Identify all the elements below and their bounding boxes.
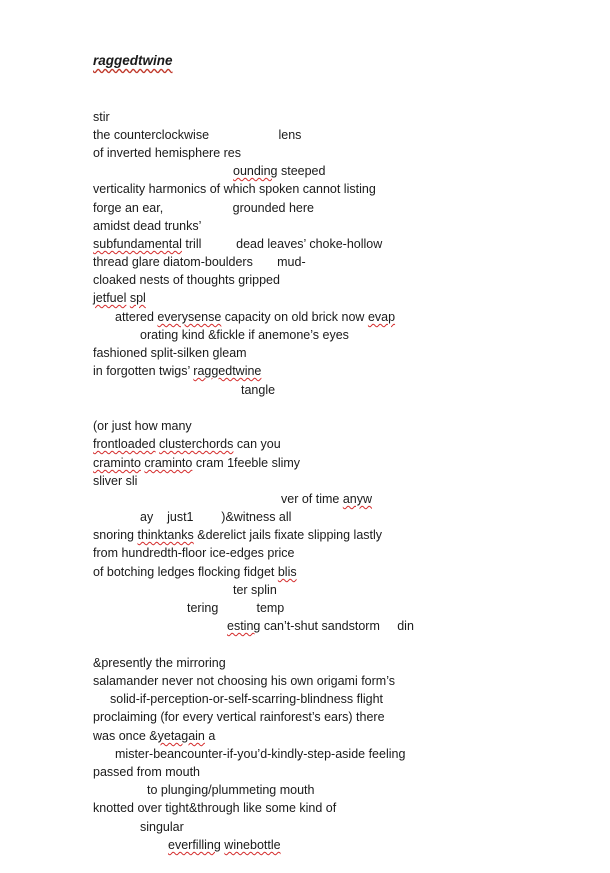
spellcheck-flagged-word: evap	[367, 310, 396, 324]
poem-line	[93, 673, 395, 689]
spellcheck-flagged-word: frontloaded	[93, 437, 156, 451]
poem-line	[93, 345, 247, 361]
line-text: mister-beancounter-if-you’d-kindly-step-aside feeling	[115, 747, 406, 761]
spellcheck-flagged-word: craminto	[93, 456, 141, 470]
line-text: can’t-shut sandstorm din	[260, 619, 414, 633]
line-text: singular	[140, 820, 184, 834]
spellcheck-flagged-word: ounding	[233, 164, 278, 178]
line-text: steeped	[277, 164, 326, 178]
line-text: orating kind &fickle if anemone’s eyes	[140, 328, 349, 342]
line-text: trill dead leaves’ choke-hollow	[181, 237, 383, 251]
line-text: to plunging/plummeting mouth	[147, 783, 315, 797]
poem-line	[93, 218, 201, 234]
line-text: ver of time	[281, 492, 343, 506]
poem-line	[93, 655, 226, 671]
line-text: of inverted hemisphere res	[93, 146, 241, 160]
line-text: tering temp	[187, 601, 285, 615]
poem-line	[93, 800, 336, 816]
line-text: proclaiming (for every vertical rainforest’s ears) there	[93, 710, 385, 724]
poem-line	[93, 127, 301, 143]
line-text: stir	[93, 110, 110, 124]
spellcheck-flagged-word: blis	[277, 565, 297, 579]
line-text: from hundredth-floor ice-edges price	[93, 546, 295, 560]
poem-line	[168, 837, 281, 853]
line-text: thread glare diatom-boulders mud-	[93, 255, 306, 269]
spellcheck-flagged-word: yetagain	[157, 729, 205, 743]
spellcheck-flagged-word: jetfuel	[93, 291, 127, 305]
line-text: &derelict jails fixate slipping lastly	[193, 528, 383, 542]
line-text: passed from mouth	[93, 765, 200, 779]
spellcheck-flagged-word: thinktanks	[137, 528, 194, 542]
poem-line	[93, 545, 295, 561]
line-text: knotted over tight&through like some kind of	[93, 801, 337, 815]
spellcheck-flagged-word: clusterchords	[159, 437, 234, 451]
line-text: ay just1 )&witness all	[140, 510, 292, 524]
line-text: snoring	[93, 528, 138, 542]
line-text: sliver sli	[93, 474, 138, 488]
poem-line	[233, 163, 325, 179]
poem-line	[93, 200, 314, 216]
line-text: can you	[233, 437, 281, 451]
poem-line	[93, 418, 192, 434]
poem-line	[93, 254, 306, 270]
poem-line	[227, 618, 414, 634]
spellcheck-flagged-word: anyw	[342, 492, 373, 506]
poem-line	[140, 819, 184, 835]
poem-line	[93, 290, 146, 306]
line-text: ter splin	[233, 583, 277, 597]
poem-line	[93, 564, 297, 580]
line-text: cloaked nests of thoughts gripped	[93, 273, 280, 287]
spellcheck-flagged-word: craminto	[144, 456, 193, 470]
line-text: cram 1feeble slimy	[192, 456, 301, 470]
poem-line	[140, 327, 349, 343]
line-text: in forgotten twigs’	[93, 364, 194, 378]
poem-line	[115, 309, 395, 325]
line-text: capacity on old brick now	[221, 310, 368, 324]
poem-line	[187, 600, 284, 616]
poem-line	[281, 491, 372, 507]
poem-line	[93, 109, 110, 125]
spellcheck-flagged-word: subfundamental	[93, 237, 182, 251]
line-text: fashioned split-silken gleam	[93, 346, 247, 360]
line-text: the counterclockwise lens	[93, 128, 302, 142]
line-text: verticality harmonics of which spoken cannot listing	[93, 182, 376, 196]
poem-line	[115, 746, 405, 762]
poem-line	[93, 272, 280, 288]
line-text: salamander never not choosing his own origami form’s	[93, 674, 396, 688]
poem-line	[93, 236, 382, 252]
poem-line	[233, 582, 277, 598]
poem-line	[140, 509, 291, 525]
poem-line	[93, 728, 215, 744]
line-text: attered	[115, 310, 158, 324]
line-text: amidst dead trunks’	[93, 219, 202, 233]
poem-title: raggedtwine	[93, 53, 173, 68]
line-text: tangle	[241, 383, 276, 397]
poem-line	[93, 436, 281, 452]
poem-line	[93, 473, 137, 489]
poem-line	[93, 764, 200, 780]
line-text: (or just how many	[93, 419, 192, 433]
line-text: &presently the mirroring	[93, 656, 226, 670]
poem-line	[93, 363, 261, 379]
spellcheck-flagged-word: esting	[227, 619, 261, 633]
spellcheck-flagged-word: everfilling	[168, 838, 221, 852]
line-text: solid-if-perception-or-self-scarring-blindness flight	[110, 692, 384, 706]
poem-line	[93, 455, 300, 471]
poem-line	[93, 145, 241, 161]
line-text: of botching ledges flocking fidget	[93, 565, 278, 579]
poem-line	[93, 709, 385, 725]
poem-line	[241, 382, 275, 398]
spellcheck-flagged-word: raggedtwine	[193, 364, 262, 378]
spellcheck-flagged-word: everysense	[157, 310, 222, 324]
line-text: was once &	[93, 729, 158, 743]
poem-line	[110, 691, 383, 707]
poem-line	[93, 527, 382, 543]
spellcheck-flagged-word: winebottle	[224, 838, 281, 852]
poem-line	[93, 181, 376, 197]
line-text: forge an ear, grounded here	[93, 201, 314, 215]
poem-line	[147, 782, 314, 798]
line-text: a	[204, 729, 216, 743]
spellcheck-flagged-word: spl	[129, 291, 146, 305]
